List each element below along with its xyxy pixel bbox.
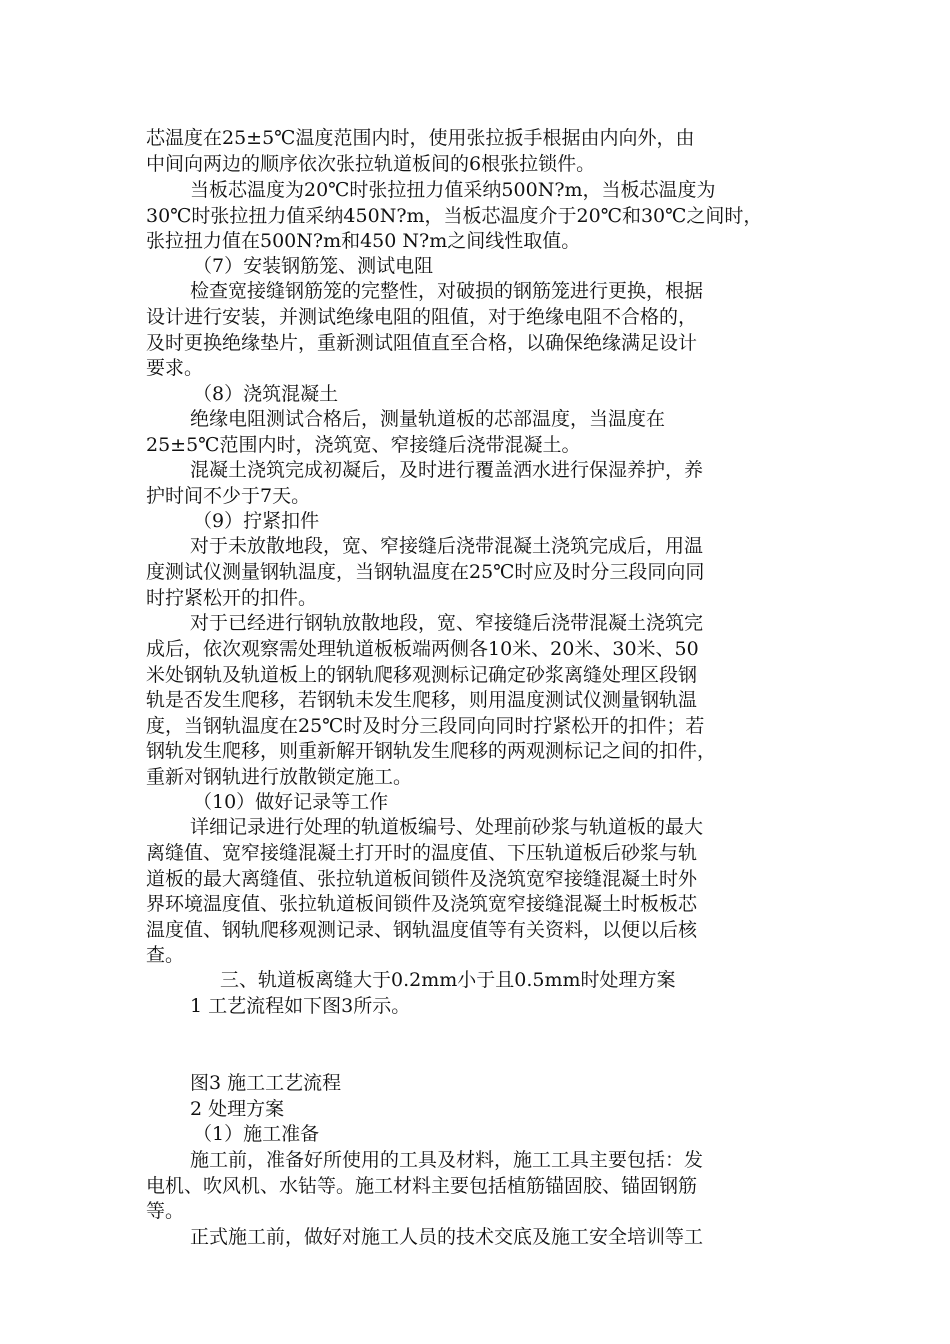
text-line: 成后，依次观察需处理轨道板板端两侧各10米、20米、30米、50 <box>146 638 699 660</box>
text-line: 及时更换绝缘垫片，重新测试阻值直至合格，以确保绝缘满足设计 <box>146 332 698 354</box>
text-line: 等。 <box>146 1200 185 1222</box>
text-line: 正式施工前，做好对施工人员的技术交底及施工安全培训等工 <box>190 1226 704 1248</box>
text-line: 设计进行安装，并测试绝缘电阻的阻值，对于绝缘电阻不合格的， <box>146 306 698 328</box>
figure-caption: 图3 施工工艺流程 <box>190 1072 342 1094</box>
text-line: 30℃时张拉扭力值采纳450N?m，当板芯温度介于20℃和30℃之间时， <box>146 205 763 227</box>
text-line: 电机、吹风机、水钻等。施工材料主要包括植筋锚固胶、锚固钢筋 <box>146 1175 698 1197</box>
text-line: 度测试仪测量钢轨温度，当钢轨温度在25℃时应及时分三段同向同 <box>146 561 705 583</box>
text-line: 对于已经进行钢轨放散地段，宽、窄接缝后浇带混凝土浇筑完 <box>190 612 704 634</box>
section-heading: （9）拧紧扣件 <box>193 510 320 532</box>
text-line: 详细记录进行处理的轨道板编号、处理前砂浆与轨道板的最大 <box>190 816 704 838</box>
text-line: 施工前，准备好所使用的工具及材料，施工工具主要包括：发 <box>190 1149 704 1171</box>
text-line: 度，当钢轨温度在25℃时及时分三段同向同时拧紧松开的扣件；若 <box>146 715 705 737</box>
section-heading: （8）浇筑混凝土 <box>193 383 339 405</box>
text-line: 轨是否发生爬移，若钢轨未发生爬移，则用温度测试仪测量钢轨温 <box>146 689 698 711</box>
text-line: 重新对钢轨进行放散锁定施工。 <box>146 766 413 788</box>
text-line: 要求。 <box>146 357 204 379</box>
section-heading: （10）做好记录等工作 <box>193 791 389 813</box>
text-line: 绝缘电阻测试合格后，测量轨道板的芯部温度，当温度在 <box>190 408 666 430</box>
text-line: 道板的最大离缝值、张拉轨道板间锁件及浇筑宽窄接缝混凝土时外 <box>146 868 698 890</box>
text-line: 对于未放散地段，宽、窄接缝后浇带混凝土浇筑完成后，用温 <box>190 535 704 557</box>
text-line: 时拧紧松开的扣件。 <box>146 587 318 609</box>
section-heading: 三、轨道板离缝大于0.2mm小于且0.5mm时处理方案 <box>220 969 676 991</box>
section-heading: （7）安装钢筋笼、测试电阻 <box>193 255 434 277</box>
text-line: 钢轨发生爬移，则重新解开钢轨发生爬移的两观测标记之间的扣件， <box>146 740 717 762</box>
text-line: 中间向两边的顺序依次张拉轨道板间的6根张拉锁件。 <box>146 153 596 175</box>
section-heading: 2 处理方案 <box>190 1098 285 1120</box>
text-line: 25±5℃范围内时，浇筑宽、窄接缝后浇带混凝土。 <box>146 434 581 456</box>
text-line: 张拉扭力值在500N?m和450 N?m之间线性取值。 <box>146 230 581 252</box>
text-line: 离缝值、宽窄接缝混凝土打开时的温度值、下压轨道板后砂浆与轨 <box>146 842 698 864</box>
text-line: 查。 <box>146 944 185 966</box>
text-line: 1 工艺流程如下图3所示。 <box>190 995 411 1017</box>
text-line: 护时间不少于7天。 <box>146 485 311 507</box>
text-line: 混凝土浇筑完成初凝后，及时进行覆盖洒水进行保湿养护，养 <box>190 459 704 481</box>
text-line: 检查宽接缝钢筋笼的完整性，对破损的钢筋笼进行更换，根据 <box>190 280 704 302</box>
text-line: 温度值、钢轨爬移观测记录、钢轨温度值等有关资料，以便以后核 <box>146 919 698 941</box>
text-line: 界环境温度值、张拉轨道板间锁件及浇筑宽窄接缝混凝土时板板芯 <box>146 893 698 915</box>
text-line: 米处钢轨及轨道板上的钢轨爬移观测标记确定砂浆离缝处理区段钢 <box>146 664 698 686</box>
text-line: 当板芯温度为20℃时张拉扭力值采纳500N?m，当板芯温度为 <box>190 179 716 201</box>
section-heading: （1）施工准备 <box>193 1123 320 1145</box>
text-line: 芯温度在25±5℃温度范围内时，使用张拉扳手根据由内向外，由 <box>146 127 695 149</box>
